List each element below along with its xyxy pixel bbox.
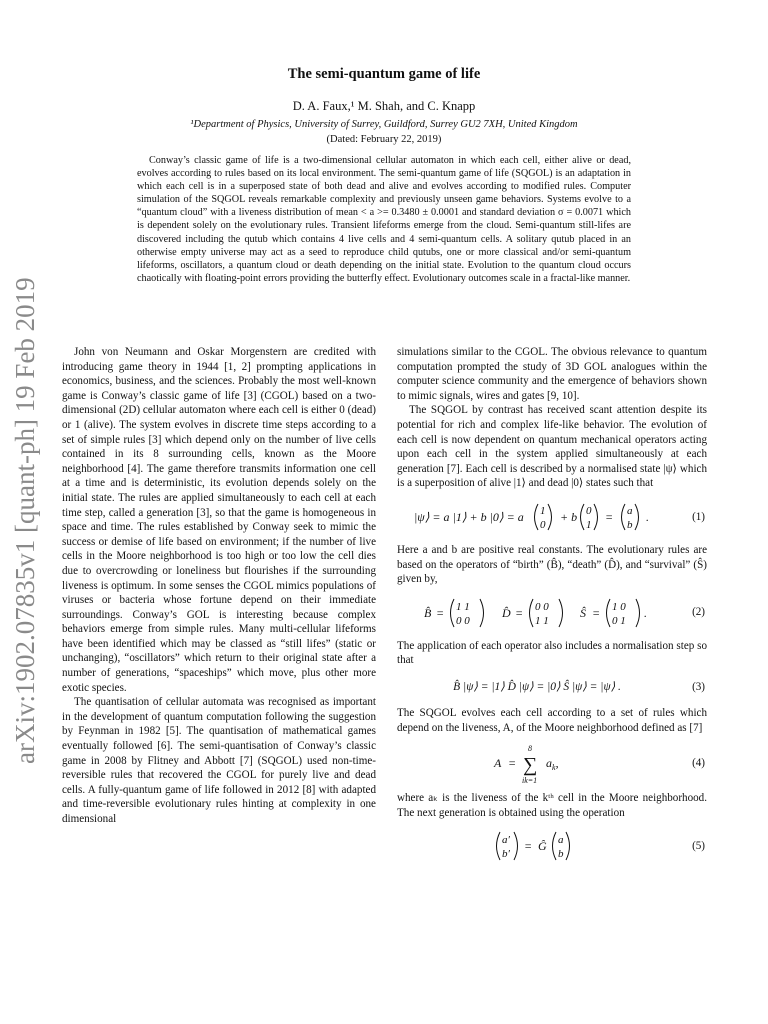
equation-5-number: (5)	[692, 839, 705, 852]
equation-4	[397, 741, 707, 785]
equation-2-number: (2)	[692, 606, 705, 619]
svg-text:∑: ∑	[523, 754, 538, 777]
right-paragraph-normalisation: The application of each operator also includes a normalisation step so that	[397, 639, 707, 667]
svg-text:a′: a′	[502, 834, 510, 847]
svg-text:+ b: + b	[560, 509, 578, 524]
svg-text:=: =	[524, 839, 533, 854]
equation-4-math	[492, 741, 582, 785]
equation-5-body	[397, 826, 677, 866]
right-paragraph-continued: simulations similar to the CGOL. The obvious relevance to quantum computation prompted the study of 3D GOL analogues within the computer science community and the emergence of behaviors shown to mimic signals, wires and gates [9, 10].	[397, 346, 707, 402]
paper-title: The semi-quantum game of life	[287, 66, 481, 82]
equation-1	[397, 497, 707, 537]
svg-text:0 0: 0 0	[535, 600, 549, 613]
equation-4-number: (4)	[692, 756, 705, 769]
svg-text:=: =	[436, 605, 445, 620]
svg-text:0: 0	[540, 518, 546, 531]
svg-text:1 1: 1 1	[535, 614, 549, 627]
svg-text:8: 8	[528, 744, 532, 754]
svg-text:A: A	[494, 756, 502, 771]
right-paragraph-operators: Here a and b are positive real constants. The evolutionary rules are based on the operators of “birth” (B̂), “death” (D̂), and “survival” (Ŝ) given by,	[397, 543, 707, 586]
svg-text:Ĝ: Ĝ	[538, 839, 547, 854]
equation-3	[397, 676, 707, 698]
equation-1-number: (1)	[692, 510, 705, 523]
left-column	[62, 345, 376, 827]
abstract: Conway’s classic game of life is a two-dimensional cellular automaton in which each cell, either alive or dead, evolves according to rules based on its local environment. The semi-quantum game of life (SQGOL) is an adaptation in which each cell is in a superposed state of both dead and alive and evolves according to modified rules. Computer simulation of the SQGOL reveals remarkable complexity and previously unseen game behaviors. Systems evolve to a “quantum cloud” with a liveness distribution of mean < a >= 0.3480 ± 0.0001 and standard deviation σ = 0.0071 which is dependent solely on the evolutionary rules. Transient lifeforms emerge from the cloud. Semi-quantum still-lifes are discovered including the qutub which contains 4 live cells and 4 semi-quantum cells. A solitary qutub placed in an otherwise empty universe may act as a seed to reproduce child qutubs, one or more classical and/or semi-quantum lifeforms, oscillators, a quantum cloud or death depending on the initial state. Evolution to the quantum cloud occurs chaotically with floating-point errors providing the butterfly effect. Evolutionary outcomes scale in a fractal-like manner.	[137, 155, 631, 284]
svg-text:=: =	[508, 756, 517, 771]
right-paragraph-next-generation: where aₖ is the liveness of the kᵗʰ cell in the Moore neighborhood. The next generation is obtained using the operation	[397, 792, 707, 819]
equation-1-body	[397, 497, 677, 537]
equation-2	[397, 593, 707, 633]
svg-text:b: b	[627, 518, 633, 531]
svg-text:0: 0	[586, 504, 592, 517]
svg-text:=: =	[592, 605, 601, 620]
svg-text:ak,: $a_k$,	[546, 756, 559, 773]
right-column	[397, 345, 707, 866]
svg-text:.: .	[644, 605, 647, 620]
svg-text:1: 1	[540, 504, 546, 517]
equation-5	[397, 826, 707, 866]
svg-text:ik=1: ik=1	[522, 776, 538, 786]
svg-text:1 1: 1 1	[456, 600, 470, 613]
equation-3-number: (3)	[692, 680, 705, 693]
equation-3-body: B̂ |ψ⟩ = |1⟩ D̂ |ψ⟩ = |0⟩ Ŝ |ψ⟩ = |ψ⟩ .	[453, 680, 621, 693]
equation-4-body	[397, 741, 677, 785]
equation-1-math	[412, 498, 662, 536]
svg-text:1: 1	[586, 518, 592, 531]
right-paragraph-rules: The SQGOL evolves each cell according to a set of rules which depend on the liveness, A, of the Moore neighborhood defined as [7]	[397, 706, 707, 734]
svg-text:=: =	[515, 605, 524, 620]
equation-2-math	[422, 594, 652, 632]
svg-text:D̂: D̂	[502, 605, 511, 620]
svg-text:b′: b′	[502, 848, 510, 861]
svg-text:a: a	[558, 834, 564, 847]
svg-text:B̂: B̂	[424, 605, 432, 620]
right-paragraph-sqgol: The SQGOL by contrast has received scant attention despite its potential for rich and complex life-like behavior. The evolution of each cell is now dependent on quantum mechanical operators acting upon each cell in the system applied simultaneously at each generation [7]. Each cell is described by a normalised state |ψ⟩ which is a superposition of alive |1⟩ and dead |0⟩ states such that	[397, 404, 707, 490]
svg-text:=: =	[605, 509, 614, 524]
svg-text:0 1: 0 1	[612, 614, 626, 627]
equation-5-math	[492, 827, 582, 865]
svg-text:0 0: 0 0	[456, 614, 470, 627]
date-line: (Dated: February 22, 2019)	[326, 134, 442, 145]
intro-paragraph-1: John von Neumann and Oskar Morgenstern are credited with introducing game theory in 1944 [1, 2] prompting applications in economics, business, and the sciences. Probably the most well-known game is Conway’s classic game of life [3] (CGOL) based on a two-dimensional (2D) cellular automaton where each cell is either 0 (dead) or 1 (alive). The system evolves in discrete time steps according to a set of simple rules [3] which depend only on the number of live cells contained in its 8 surrounding cells, known as the Moore neighborhood [4]. The game therefore transmits information one cell at a time and is deterministic, its evolution depends solely on the initial state. The rules are applied simultaneously to each cell at each time step, called a generation [3], so that the game is homogeneous in space and time. The rules established by Conway seek to mimic the success or demise of life based on environment; if the number of live cells in the Moore neighborhood is too high or too low the cell dies due to overcrowding or loneliness but flourishes if the surrounding liveness is optimum. In some senses the CGOL mimics populations of viruses or bacteria whose fortune depend on their immediate surroundings. Conway’s GOL is interesting because complex behaviors emerge from simple rules. Many multi-cellular lifeforms have been identified which may be classed as “still lifes” (static or unchanging), “oscillators” which return to their original state after a number of generations, “spaceships” which move, plus other more exotic species.	[62, 346, 376, 694]
equation-2-body	[397, 593, 677, 633]
svg-text:b: b	[558, 848, 564, 861]
svg-text:1 0: 1 0	[612, 600, 626, 613]
svg-text:Ŝ: Ŝ	[580, 605, 586, 620]
svg-text:.: .	[646, 509, 649, 524]
svg-text:|ψ⟩ = a |1⟩ + b |0⟩ = a: |ψ⟩ = a |1⟩ + b |0⟩ = a	[414, 509, 524, 524]
intro-paragraph-2: The quantisation of cellular automata was recognised as important in the development of quantum computation following the suggestion by Feynman in 1982 [5]. The quantisation of mathematical games eventually followed [6]. The semi-quantisation of Conway’s classic game in 2008 by Flitney and Abbott [7] (SQGOL) used non-time-reversible rules that recovered the CGOL for purely live and dead cells. A fully-quantum game of life followed in 2012 [8] with adapted and time-reversible evolutionary rules hinting at complexity in one dimensional	[62, 696, 376, 825]
svg-text:a: a	[627, 504, 633, 517]
arxiv-identifier-stamp: arXiv:1902.07835v1 [quant-ph] 19 Feb 2019	[10, 277, 40, 764]
affiliation: ¹Department of Physics, University of Surrey, Guildford, Surrey GU2 7XH, United Kingdom	[190, 119, 578, 130]
author-list: D. A. Faux,¹ M. Shah, and C. Knapp	[292, 99, 476, 113]
